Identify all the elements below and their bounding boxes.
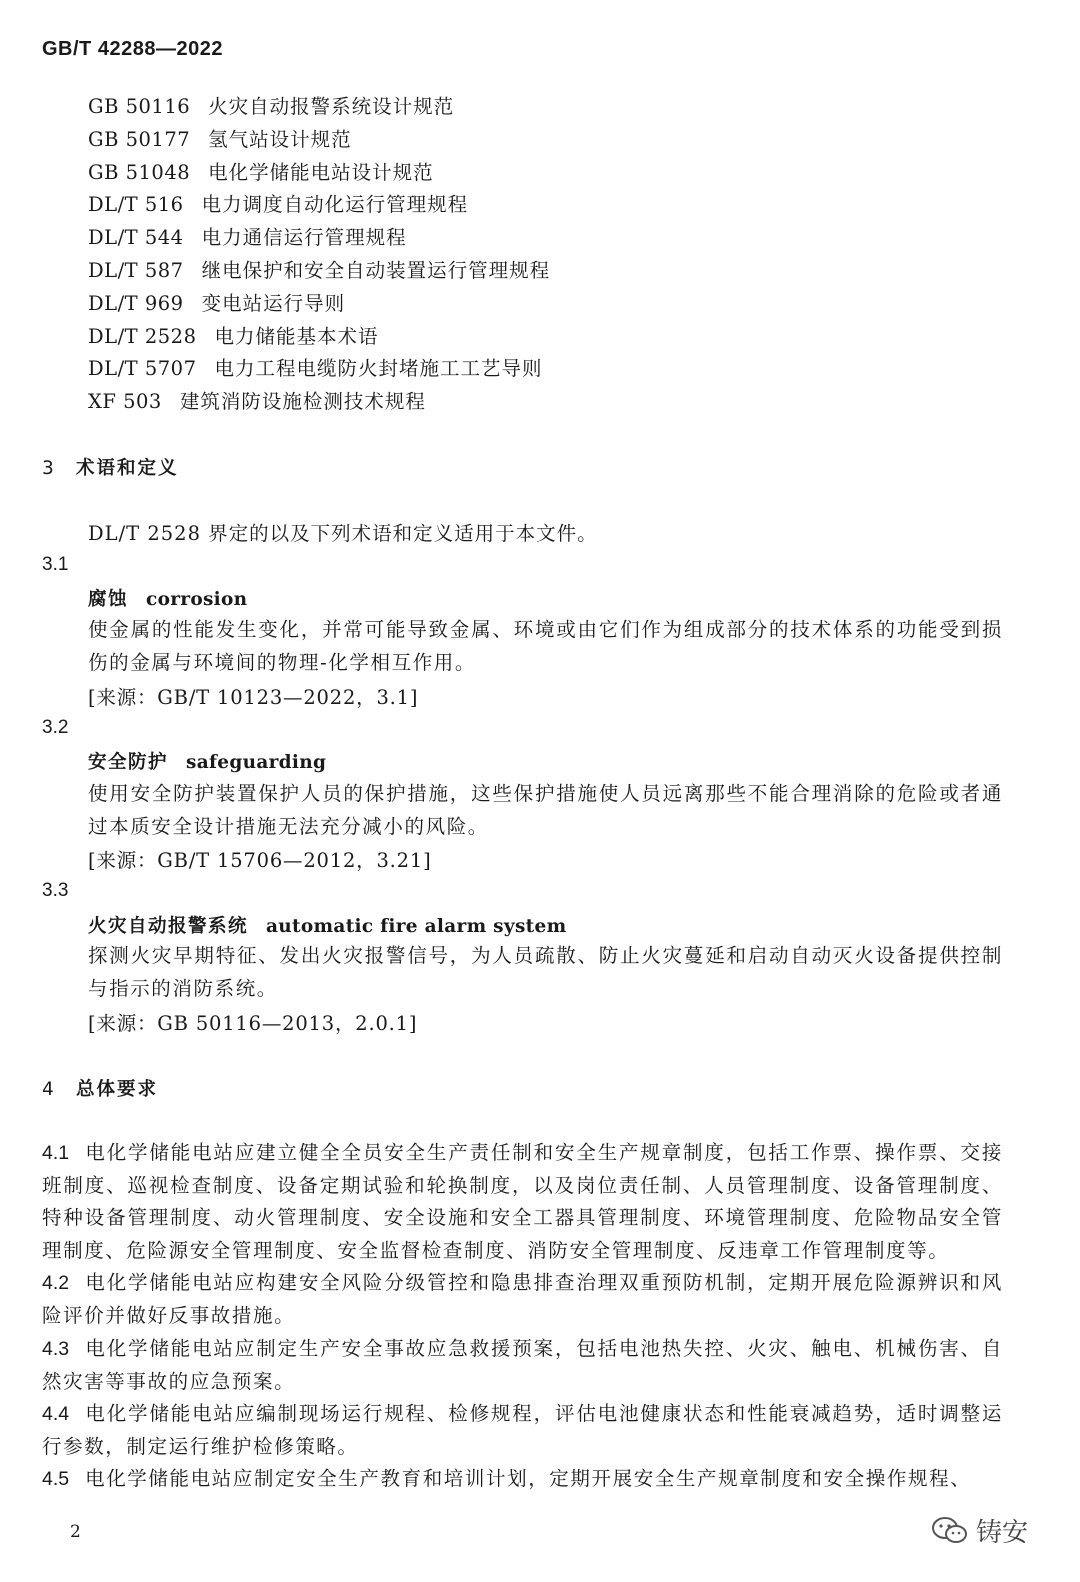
requirement-number: 4.3: [42, 1338, 70, 1360]
reference-title: 电力工程电缆防火封堵施工工艺导则: [214, 357, 543, 381]
reference-title: 电力通信运行管理规程: [201, 226, 407, 250]
reference-item: [88, 255, 550, 288]
reference-code: GB 50116: [88, 95, 191, 118]
section-title: 总体要求: [76, 1079, 159, 1100]
term-definition: 使金属的性能发生变化，并常可能导致金属、环境或由它们作为组成部分的技术体系的功能受到损伤的金属与环境间的物理-化学相互作用。: [88, 618, 1003, 674]
reference-item: [88, 157, 550, 190]
section-number: 4: [42, 1079, 54, 1100]
reference-item: [88, 124, 550, 157]
reference-title: 变电站运行导则: [201, 291, 346, 315]
watermark-text: 铸安: [976, 1518, 1029, 1548]
requirement-text: 电化学储能电站应制定安全生产教育和培训计划，定期开展安全生产规章制度和安全操作规程、: [85, 1467, 972, 1490]
term-en: safeguarding: [186, 752, 327, 773]
section-3-heading: [42, 454, 179, 480]
reference-code: DL/T 5707: [88, 357, 197, 381]
reference-title: 电力调度自动化运行管理规程: [201, 193, 469, 217]
reference-code: GB 51048: [88, 160, 191, 184]
term-en: automatic fire alarm system: [266, 916, 567, 937]
reference-code: DL/T 544: [88, 226, 184, 250]
term-number: 3.2: [42, 717, 69, 738]
term-zh: 火灾自动报警系统: [88, 916, 249, 937]
requirement-text: 电化学储能电站应制定生产安全事故应急救援预案，包括电池热失控、火灾、触电、机械伤害、自然灾害等事故的应急预案。: [42, 1337, 1003, 1393]
requirement-item: [42, 1267, 1003, 1332]
term-source: [来源：GB/T 10123—2022，3.1]: [88, 686, 419, 709]
requirement-text: 电化学储能电站应建立健全全员安全生产责任制和安全生产规章制度，包括工作票、操作票、交接班制度、巡视检查制度、设备定期试验和轮换制度，以及岗位责任制、人员管理制度、设备管理制度、特种设备管理制度、动火管理制度、安全设施和安全工器具管理制度、环境管理制度、危险物品安全管理制度、危险源安全管理制度、安全监督检查制度、消防安全管理制度、反违章工作管理制度等。: [42, 1141, 1003, 1262]
term-definition: 使用安全防护装置保护人员的保护措施，这些保护措施使人员远离那些不能合理消除的危险或者通过本质安全设计措施无法充分减小的风险。: [88, 782, 1003, 838]
term-zh: 腐蚀: [88, 589, 129, 610]
reference-title: 氢气站设计规范: [208, 127, 352, 151]
requirement-number: 4.4: [42, 1403, 70, 1425]
reference-item: [88, 222, 550, 255]
reference-title: 继电保护和安全自动装置运行管理规程: [201, 258, 551, 282]
reference-title: 电力储能基本术语: [214, 324, 379, 348]
term-source: [来源：GB/T 15706—2012，3.21]: [88, 849, 432, 872]
reference-code: DL/T 587: [88, 258, 184, 282]
requirement-number: 4.1: [42, 1142, 70, 1164]
section-number: 3: [42, 458, 54, 479]
requirement-text: 电化学储能电站应构建安全风险分级管控和隐患排查治理双重预防机制，定期开展危险源辨识和风险评价并做好反事故措施。: [42, 1271, 1003, 1327]
page-number: 2: [70, 1522, 81, 1542]
normative-references-list: [88, 91, 550, 419]
term-heading: [88, 912, 566, 938]
reference-title: 电化学储能电站设计规范: [208, 160, 434, 184]
term-definition: 探测火灾早期特征、发出火灾报警信号，为人员疏散、防止火灾蔓延和启动自动灭火设备提供控制与指示的消防系统。: [88, 944, 1003, 1000]
section-title: 术语和定义: [76, 458, 179, 479]
reference-item: [88, 386, 550, 419]
reference-code: DL/T 2528: [88, 324, 197, 348]
term-heading: [88, 748, 326, 774]
reference-code: XF 503: [88, 390, 162, 414]
requirement-number: 4.2: [42, 1272, 70, 1294]
term-number: 3.3: [42, 880, 69, 901]
reference-item: [88, 321, 550, 354]
requirement-item: [42, 1137, 1003, 1267]
section-4-heading: [42, 1075, 158, 1101]
wechat-icon: [930, 1515, 970, 1547]
reference-title: 建筑消防设施检测技术规程: [179, 390, 426, 414]
section-3-intro: DL/T 2528 界定的以及下列术语和定义适用于本文件。: [88, 522, 598, 545]
term-source: [来源：GB 50116—2013，2.0.1]: [88, 1012, 418, 1035]
reference-item: [88, 189, 550, 222]
requirement-text: 电化学储能电站应编制现场运行规程、检修规程，评估电池健康状态和性能衰减趋势，适时调整运行参数，制定运行维护检修策略。: [42, 1402, 1003, 1458]
reference-title: 火灾自动报警系统设计规范: [208, 95, 455, 118]
term-zh: 安全防护: [88, 752, 169, 773]
requirement-number: 4.5: [42, 1468, 70, 1490]
watermark: [930, 1512, 1028, 1549]
reference-item: [88, 353, 550, 386]
requirement-item: [42, 1398, 1003, 1463]
term-number: 3.1: [42, 554, 69, 575]
term-en: corrosion: [146, 589, 248, 610]
requirement-item: [42, 1463, 1003, 1496]
term-heading: [88, 585, 247, 611]
document-header-id: GB/T 42288—2022: [42, 38, 223, 60]
reference-code: DL/T 516: [88, 193, 184, 217]
reference-code: DL/T 969: [88, 291, 184, 315]
reference-item: [88, 288, 550, 321]
requirement-item: [42, 1333, 1003, 1398]
reference-code: GB 50177: [88, 127, 191, 151]
reference-item: [88, 91, 550, 124]
